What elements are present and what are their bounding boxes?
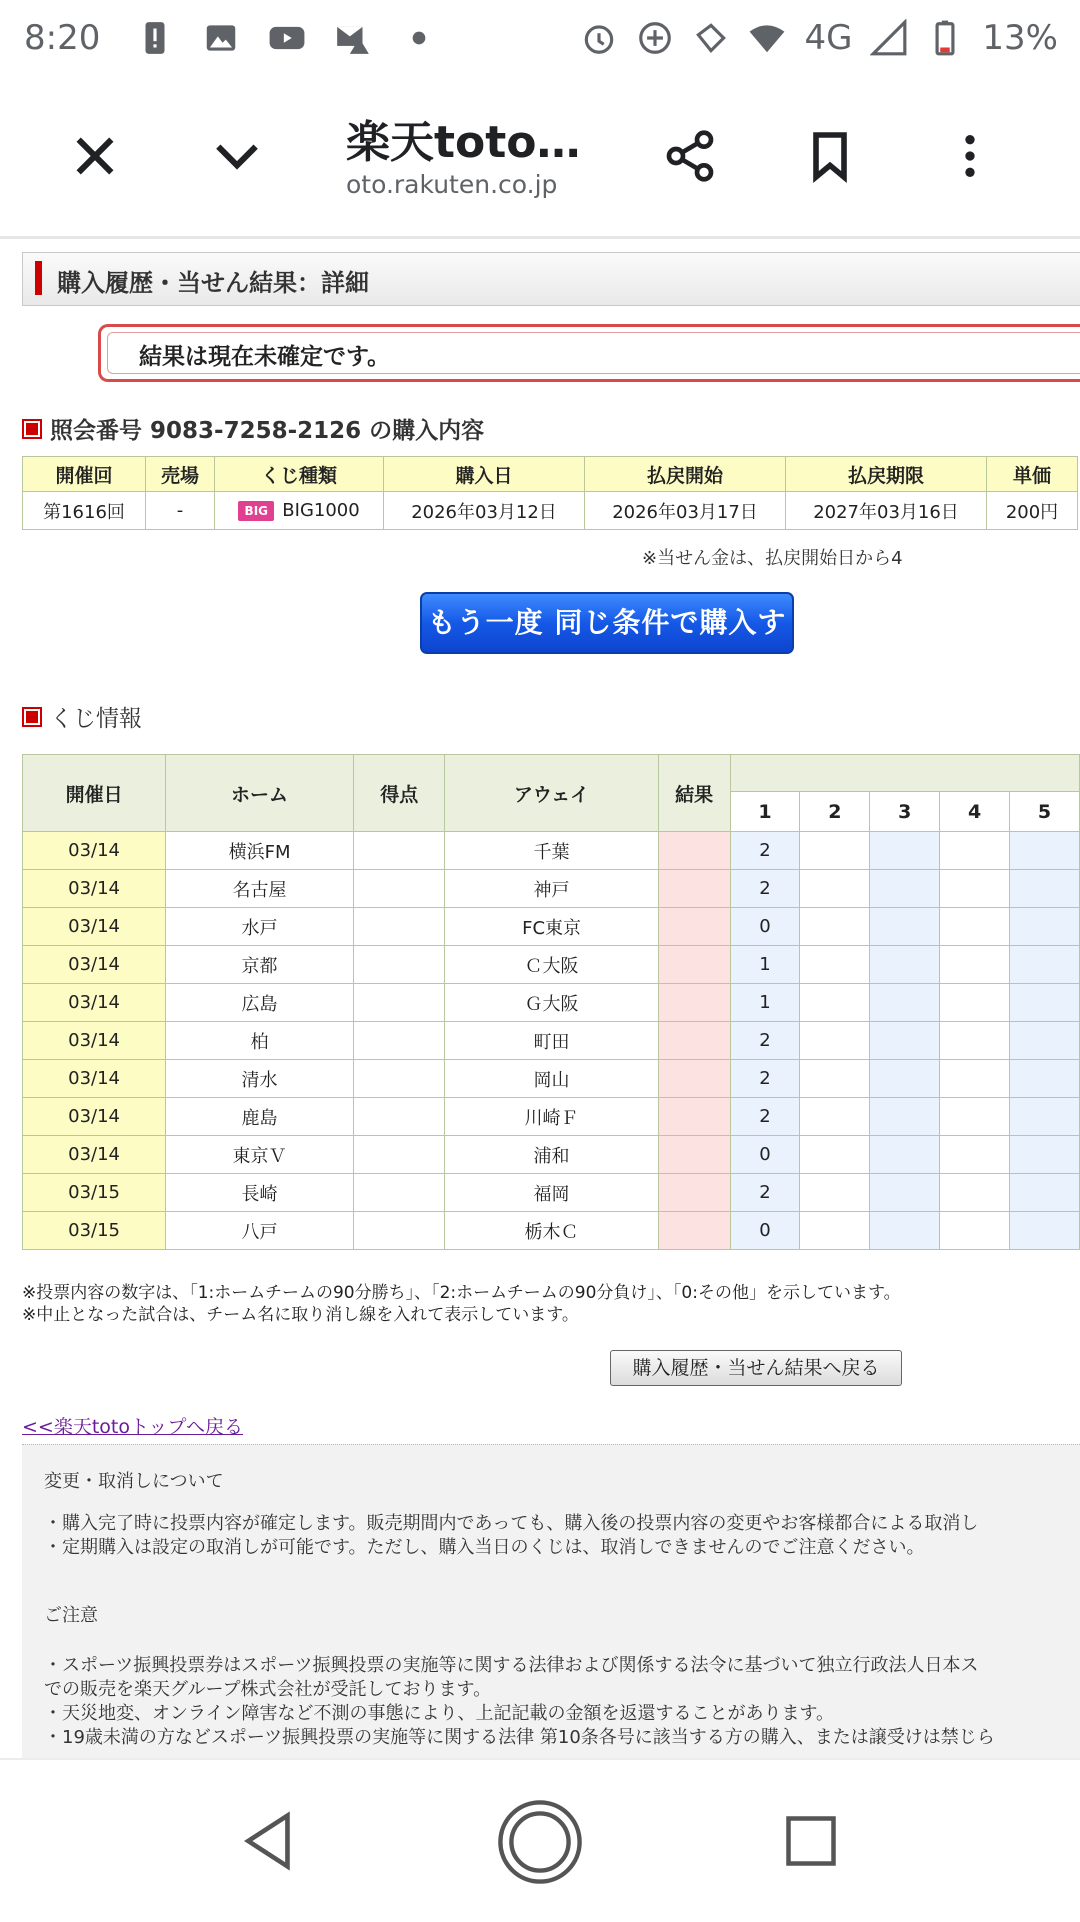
- cell-score: [353, 946, 445, 984]
- cell-home: 水戸: [166, 908, 354, 946]
- cell-home: 名古屋: [166, 870, 354, 908]
- rebuy-button[interactable]: もう一度 同じ条件で購入する: [420, 592, 794, 654]
- home-nav-button[interactable]: [490, 1792, 590, 1892]
- notice-box: [98, 324, 1080, 382]
- header-round: 開催回: [23, 457, 146, 492]
- table-row: [23, 1022, 1080, 1060]
- table-row: [23, 1212, 1080, 1250]
- cell-pick-4: [940, 946, 1010, 984]
- cell-pick-2: [800, 832, 870, 870]
- header-score: 得点: [353, 755, 445, 832]
- battery-level: 13%: [982, 18, 1058, 58]
- data-saver-icon: [636, 19, 674, 57]
- cell-home: 東京Ｖ: [166, 1136, 354, 1174]
- cell-pick-2: [800, 1022, 870, 1060]
- cell-payout-deadline: 2027年03月16日: [786, 492, 987, 530]
- cell-pick-3: [870, 1060, 940, 1098]
- cell-date: 03/14: [23, 1136, 166, 1174]
- cell-pick-3: [870, 946, 940, 984]
- cell-pick-1: 2: [730, 1060, 800, 1098]
- cell-home: 柏: [166, 1022, 354, 1060]
- kuji-heading: [22, 700, 142, 733]
- cell-pick-4: [940, 984, 1010, 1022]
- pick-number-header: 3: [870, 792, 940, 832]
- cell-pick-2: [800, 908, 870, 946]
- cell-pick-4: [940, 1136, 1010, 1174]
- change-line: ・購入完了時に投票内容が確定します。販売期間内であっても、購入後の投票内容の変更やお客様都合による取消し: [44, 1513, 979, 1534]
- table-row: [23, 1060, 1080, 1098]
- page-url[interactable]: oto.rakuten.co.jp: [346, 170, 558, 199]
- cell-date: 03/14: [23, 1098, 166, 1136]
- cell-home: 広島: [166, 984, 354, 1022]
- close-tab-button[interactable]: [50, 111, 140, 201]
- cell-date: 03/14: [23, 832, 166, 870]
- header-lottery-type: くじ種類: [215, 457, 384, 492]
- back-to-history-button[interactable]: 購入履歴・当せん結果へ戻る: [610, 1350, 902, 1386]
- dot-icon: [400, 19, 438, 57]
- cell-score: [353, 1060, 445, 1098]
- cell-pick-2: [800, 870, 870, 908]
- table-row: [23, 1174, 1080, 1212]
- notice-text: 結果は現在未確定です。: [139, 344, 391, 370]
- navigation-bar: [0, 1758, 1080, 1922]
- cell-lottery-type: [215, 492, 384, 530]
- cell-date: 03/14: [23, 1060, 166, 1098]
- cell-pick-1: 0: [730, 908, 800, 946]
- cell-shop: -: [146, 492, 215, 530]
- pick-number-header: 4: [940, 792, 1010, 832]
- cell-pick-3: [870, 1174, 940, 1212]
- cell-result: [658, 870, 730, 908]
- table-row: [23, 984, 1080, 1022]
- cell-date: 03/14: [23, 984, 166, 1022]
- note-line: ※投票内容の数字は、「1:ホームチームの90分勝ち」、「2:ホームチームの90分負け」、「0:その他」を示しています。: [22, 1283, 901, 1303]
- cell-pick-1: 2: [730, 870, 800, 908]
- header-purchase-date: 購入日: [384, 457, 585, 492]
- cell-pick-4: [940, 1060, 1010, 1098]
- home-circle-icon: [496, 1798, 584, 1886]
- cell-away: 神戸: [445, 870, 658, 908]
- alarm-icon: [580, 19, 618, 57]
- note-line: ※中止となった試合は、チーム名に取り消し線を入れて表示しています。: [22, 1305, 579, 1325]
- cell-pick-5: [1010, 908, 1080, 946]
- cell-away: 岡山: [445, 1060, 658, 1098]
- cell-pick-3: [870, 908, 940, 946]
- bookmark-button[interactable]: [785, 111, 875, 201]
- cell-score: [353, 1136, 445, 1174]
- image-icon: [202, 19, 240, 57]
- alert-icon: [136, 19, 174, 57]
- back-nav-button[interactable]: [224, 1796, 314, 1886]
- bookmark-icon: [802, 128, 858, 184]
- cell-pick-2: [800, 1174, 870, 1212]
- cell-score: [353, 870, 445, 908]
- purchase-table-row: [23, 492, 1078, 530]
- header-home: ホーム: [166, 755, 354, 832]
- cell-away: FC東京: [445, 908, 658, 946]
- cell-pick-4: [940, 1022, 1010, 1060]
- cell-date: 03/14: [23, 870, 166, 908]
- cell-pick-5: [1010, 984, 1080, 1022]
- cell-pick-5: [1010, 946, 1080, 984]
- header-picks: [730, 755, 1079, 792]
- cell-date: 03/15: [23, 1212, 166, 1250]
- status-time: 8:20: [24, 18, 101, 58]
- header-date: 開催日: [23, 755, 166, 832]
- wifi-icon: [748, 19, 786, 57]
- cell-pick-1: 2: [730, 1174, 800, 1212]
- cell-pick-1: 1: [730, 946, 800, 984]
- cell-home: 清水: [166, 1060, 354, 1098]
- cell-pick-3: [870, 870, 940, 908]
- cell-pick-5: [1010, 1174, 1080, 1212]
- info-box: [22, 1444, 1080, 1758]
- lottery-name: BIG1000: [282, 500, 360, 521]
- table-row: [23, 832, 1080, 870]
- page-title: 楽天toto…: [346, 117, 581, 168]
- cell-away: 浦和: [445, 1136, 658, 1174]
- recents-square-icon: [784, 1814, 838, 1868]
- table-row: [23, 946, 1080, 984]
- cell-result: [658, 1174, 730, 1212]
- page-content: [22, 252, 1080, 1758]
- kuji-header-row: [23, 755, 1080, 792]
- cell-pick-3: [870, 984, 940, 1022]
- share-button[interactable]: [645, 111, 735, 201]
- purchase-heading-text: 照会番号 9083-7258-2126 の購入内容: [50, 418, 485, 444]
- section-title: 購入履歴・当せん結果：詳細: [57, 269, 369, 297]
- recents-nav-button[interactable]: [766, 1796, 856, 1886]
- table-row: [23, 1136, 1080, 1174]
- cell-pick-1: 2: [730, 1022, 800, 1060]
- cell-pick-1: 1: [730, 984, 800, 1022]
- status-bar: [0, 0, 1080, 76]
- table-row: [23, 1098, 1080, 1136]
- cell-result: [658, 946, 730, 984]
- caution-title: ご注意: [44, 1605, 98, 1626]
- cell-away: 川崎Ｆ: [445, 1098, 658, 1136]
- minimize-button[interactable]: [192, 111, 282, 201]
- caution-line: での販売を楽天グループ株式会社が受託しております。: [44, 1679, 492, 1700]
- purchase-table-header: [23, 457, 1078, 492]
- header-result: 結果: [658, 755, 730, 832]
- purchase-heading: [22, 412, 484, 445]
- cell-pick-2: [800, 984, 870, 1022]
- cell-pick-5: [1010, 1022, 1080, 1060]
- cell-pick-1: 0: [730, 1212, 800, 1250]
- cell-away: 千葉: [445, 832, 658, 870]
- cell-away: Ｃ大阪: [445, 946, 658, 984]
- cell-result: [658, 832, 730, 870]
- table-row: [23, 908, 1080, 946]
- youtube-icon: [268, 19, 306, 57]
- kuji-table: [22, 754, 1080, 1250]
- cell-pick-4: [940, 832, 1010, 870]
- cell-result: [658, 908, 730, 946]
- kuji-heading-text: くじ情報: [50, 706, 142, 732]
- cell-pick-5: [1010, 1136, 1080, 1174]
- cell-result: [658, 1060, 730, 1098]
- caution-line: ・天災地変、オンライン障害など不測の事態により、上記記載の金額を返還することがあります。: [44, 1703, 835, 1724]
- header-payout-deadline: 払戻期限: [786, 457, 987, 492]
- section-accent-bar: [35, 261, 42, 295]
- cell-score: [353, 1212, 445, 1250]
- chevron-down-icon: [209, 128, 265, 184]
- cell-home: 京都: [166, 946, 354, 984]
- header-payout-start: 払戻開始: [585, 457, 786, 492]
- mail-warning-icon: [334, 19, 372, 57]
- cell-pick-2: [800, 1136, 870, 1174]
- header-shop: 売場: [146, 457, 215, 492]
- square-bullet-icon: [22, 419, 42, 439]
- cell-pick-2: [800, 1212, 870, 1250]
- header-away: アウェイ: [445, 755, 658, 832]
- share-icon: [662, 128, 718, 184]
- cell-home: 八戸: [166, 1212, 354, 1250]
- cell-result: [658, 1022, 730, 1060]
- cell-pick-5: [1010, 832, 1080, 870]
- notes: [22, 1282, 901, 1326]
- cell-date: 03/14: [23, 946, 166, 984]
- cell-score: [353, 832, 445, 870]
- cell-score: [353, 984, 445, 1022]
- cell-score: [353, 908, 445, 946]
- cell-pick-3: [870, 1098, 940, 1136]
- cell-pick-1: 2: [730, 1098, 800, 1136]
- cell-pick-5: [1010, 1098, 1080, 1136]
- toto-top-link[interactable]: <<楽天totoトップへ戻る: [22, 1416, 244, 1438]
- cell-pick-3: [870, 832, 940, 870]
- cell-pick-4: [940, 870, 1010, 908]
- pick-number-header: 5: [1010, 792, 1080, 832]
- cell-pick-4: [940, 1212, 1010, 1250]
- change-title: 変更・取消しについて: [44, 1471, 224, 1492]
- cell-pick-2: [800, 1060, 870, 1098]
- cell-pick-3: [870, 1136, 940, 1174]
- cell-date: 03/15: [23, 1174, 166, 1212]
- payout-note: ※当せん金は、払戻開始日から4: [642, 548, 903, 569]
- cell-unit-price: 200円: [987, 492, 1078, 530]
- close-icon: [67, 128, 123, 184]
- cell-away: 町田: [445, 1022, 658, 1060]
- cell-result: [658, 1212, 730, 1250]
- caution-line: ・19歳未満の方などスポーツ振興投票の実施等に関する法律 第10条各号に該当する方の購入、または譲受けは禁じら: [44, 1727, 995, 1748]
- kuji-body: [23, 832, 1080, 1250]
- cell-pick-5: [1010, 1060, 1080, 1098]
- cell-home: 鹿島: [166, 1098, 354, 1136]
- cell-pick-2: [800, 946, 870, 984]
- cell-round: 第1616回: [23, 492, 146, 530]
- cell-pick-2: [800, 1098, 870, 1136]
- more-options-button[interactable]: [925, 111, 1015, 201]
- cell-home: 長崎: [166, 1174, 354, 1212]
- cell-date: 03/14: [23, 908, 166, 946]
- caution-line: ・スポーツ振興投票券はスポーツ振興投票の実施等に関する法律および関係する法令に基づいて独立行政法人日本ス: [44, 1655, 979, 1676]
- cell-date: 03/14: [23, 1022, 166, 1060]
- cell-pick-5: [1010, 1212, 1080, 1250]
- network-type: 4G: [804, 18, 853, 58]
- cell-result: [658, 1136, 730, 1174]
- battery-icon: [926, 19, 964, 57]
- cell-payout-start: 2026年03月17日: [585, 492, 786, 530]
- cell-pick-3: [870, 1212, 940, 1250]
- pick-number-header: 2: [800, 792, 870, 832]
- square-bullet-icon: [22, 707, 42, 727]
- browser-toolbar: [0, 76, 1080, 239]
- nfc-icon: [692, 19, 730, 57]
- cell-away: 福岡: [445, 1174, 658, 1212]
- cell-score: [353, 1174, 445, 1212]
- cell-result: [658, 1098, 730, 1136]
- section-header: [22, 252, 1080, 306]
- cell-pick-1: 0: [730, 1136, 800, 1174]
- cell-pick-4: [940, 1174, 1010, 1212]
- cell-away: 栃木Ｃ: [445, 1212, 658, 1250]
- pick-number-header: 1: [730, 792, 800, 832]
- cell-home: 横浜FM: [166, 832, 354, 870]
- cell-purchase-date: 2026年03月12日: [384, 492, 585, 530]
- more-vertical-icon: [942, 128, 998, 184]
- purchase-table: [22, 456, 1078, 530]
- cell-away: Ｇ大阪: [445, 984, 658, 1022]
- signal-icon: [870, 19, 908, 57]
- cell-pick-5: [1010, 870, 1080, 908]
- header-unit-price: 単価: [987, 457, 1078, 492]
- cell-score: [353, 1022, 445, 1060]
- cell-pick-1: 2: [730, 832, 800, 870]
- cell-pick-4: [940, 1098, 1010, 1136]
- back-triangle-icon: [241, 1811, 297, 1871]
- big-logo-icon: BIG: [238, 501, 274, 521]
- cell-result: [658, 984, 730, 1022]
- cell-pick-4: [940, 908, 1010, 946]
- change-line: ・定期購入は設定の取消しが可能です。ただし、購入当日のくじは、取消しできませんのでご注意ください。: [44, 1537, 925, 1558]
- cell-pick-3: [870, 1022, 940, 1060]
- cell-score: [353, 1098, 445, 1136]
- table-row: [23, 870, 1080, 908]
